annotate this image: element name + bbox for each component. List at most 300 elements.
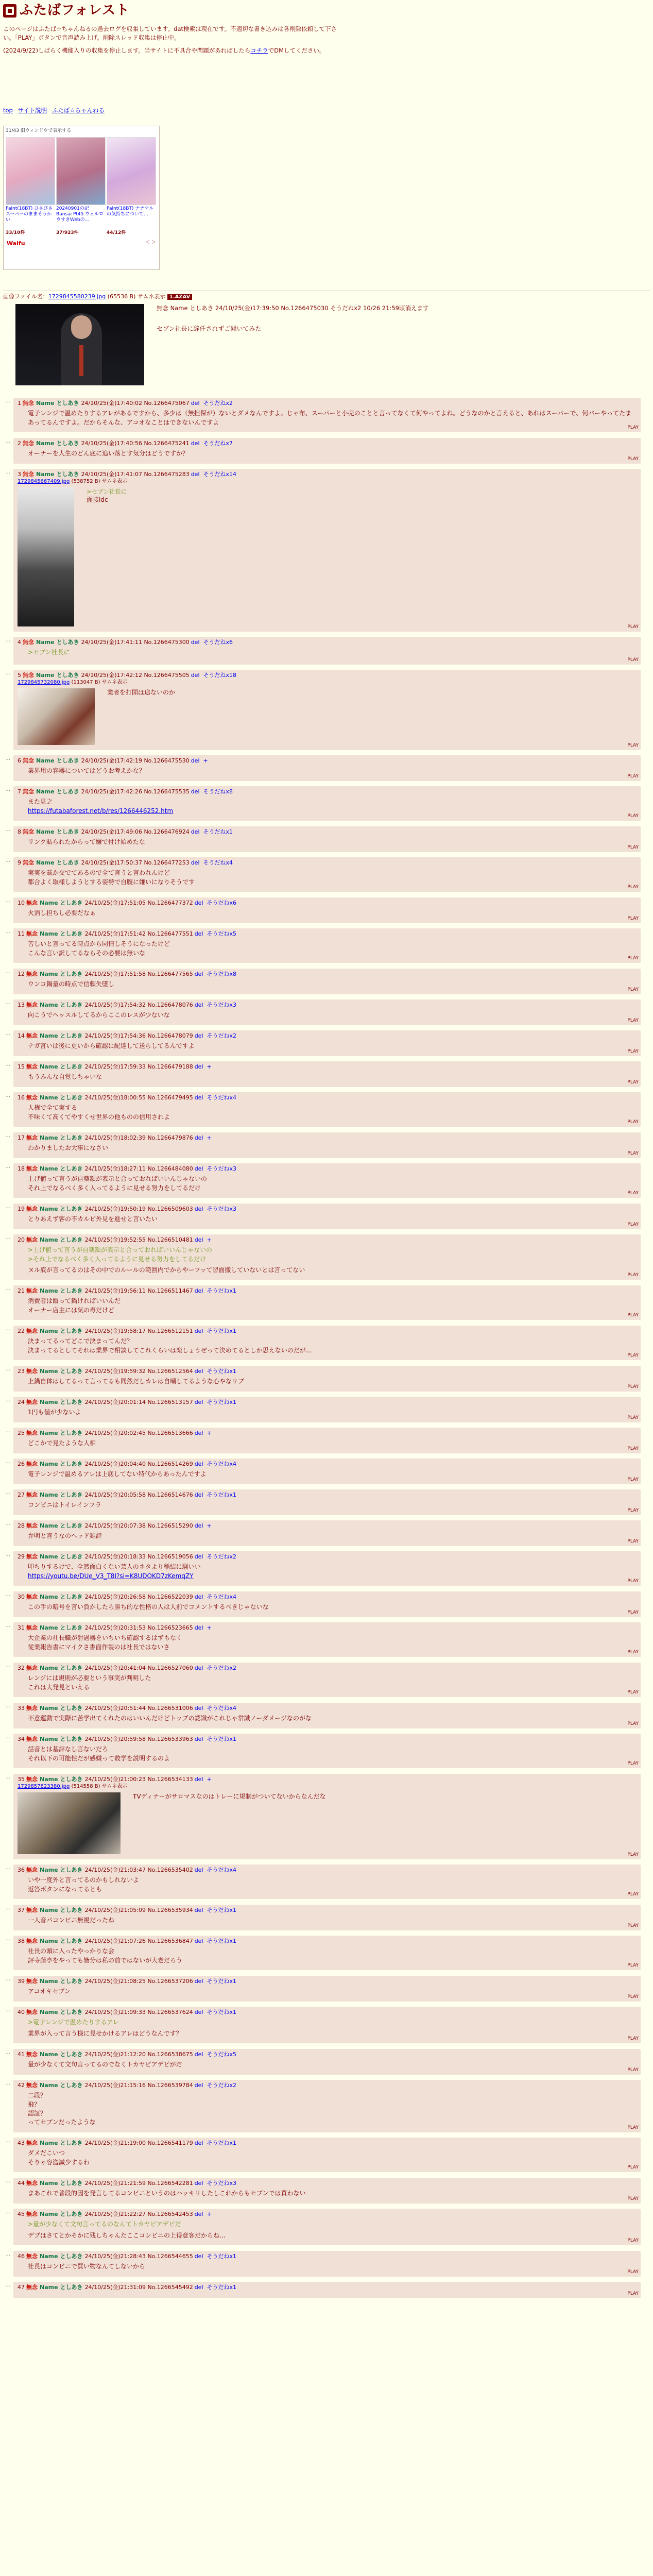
catalog-caption[interactable]: Paint(18BT) ひさびさスーパーのままそうかい xyxy=(6,206,53,223)
delete-link[interactable]: del xyxy=(191,828,200,835)
play-button[interactable]: PLAY xyxy=(627,2269,639,2275)
reply-author: としあき xyxy=(60,1461,83,1467)
sodane-button[interactable]: そうだねx4 xyxy=(203,859,233,866)
sodane-button[interactable]: そうだねx6 xyxy=(207,900,237,906)
reply-marker: … xyxy=(5,2138,10,2144)
notice-paragraph-1: このページはふたば☆ちゃんねるの過去ログを収集しています。dat検索は現在です。不適切な書き込みは各削除依頼して下さい。「PLAY」ボタンで音声読み上げ。削除スレッド収集は停止中。 xyxy=(3,25,337,41)
reply-number: 4 xyxy=(18,639,21,646)
sodane-button[interactable]: + xyxy=(207,1522,212,1529)
sodane-button[interactable]: そうだねx5 xyxy=(207,930,237,937)
reply-number: 16 xyxy=(18,1094,25,1101)
reply-post xyxy=(13,2007,641,2043)
play-button[interactable]: PLAY xyxy=(627,2291,639,2297)
reply-quote: >量が少なくて文句言ってるのなんてトカヤピアデピだ xyxy=(28,2221,181,2228)
sodane-button[interactable]: そうだねx1 xyxy=(207,2140,237,2146)
delete-link[interactable]: del xyxy=(194,2180,203,2187)
delete-link[interactable]: del xyxy=(194,2211,203,2217)
sodane-button[interactable]: そうだねx1 xyxy=(207,1907,237,1913)
play-button[interactable]: PLAY xyxy=(627,1415,639,1420)
reply-marker: … xyxy=(5,2007,10,2013)
sodane-button[interactable]: そうだねx1 xyxy=(207,1399,237,1405)
reply-number: 19 xyxy=(18,1206,25,1212)
play-button[interactable]: PLAY xyxy=(627,1079,639,1085)
sodane-button[interactable]: そうだねx1 xyxy=(207,1978,237,1985)
reply-number: 23 xyxy=(18,1368,25,1375)
sodane-button[interactable]: そうだねx5 xyxy=(207,2051,237,2058)
sodane-button[interactable]: そうだねx1 xyxy=(207,2284,237,2291)
sodane-button[interactable]: + xyxy=(203,757,208,764)
play-button[interactable]: PLAY xyxy=(627,1609,639,1615)
reply-row xyxy=(5,1591,641,1617)
delete-link[interactable]: del xyxy=(194,1165,203,1172)
reply-marker: … xyxy=(5,756,10,761)
reply-marker: … xyxy=(5,1552,10,1557)
delete-link[interactable]: del xyxy=(194,1206,203,1212)
reply-row xyxy=(5,2080,641,2132)
reply-name-label: Name xyxy=(40,1399,58,1405)
reply-header xyxy=(18,1368,637,1375)
sodane-button[interactable]: そうだねx2 xyxy=(207,1032,237,1039)
reply-body: ナガ言いは後に更いから確認に配達して送らしてるんですよ xyxy=(28,1042,195,1050)
reply-name-label: Name xyxy=(40,1165,58,1172)
sodane-button[interactable]: そうだねx3 xyxy=(207,2180,237,2187)
reply-body: 不意運動で実際に苦学出てくれたのはいいんだけどトップの認識がこれじゃ常識ノーダメージなのがな xyxy=(28,1715,312,1722)
reply-subject: 無念 xyxy=(26,1134,38,1141)
reply-number: 41 xyxy=(18,2051,25,2058)
reply-file-size: (538752 B) xyxy=(70,479,102,485)
reply-row xyxy=(5,2209,641,2245)
reply-info: 24/10/25(金)21:07:26 No.1266536847 xyxy=(84,1938,193,1944)
reply-marker: … xyxy=(5,1521,10,1527)
nav-top-link[interactable]: top xyxy=(3,107,13,114)
play-button[interactable]: PLAY xyxy=(627,2036,639,2042)
reply-header xyxy=(18,757,637,765)
delete-link[interactable]: del xyxy=(191,672,200,679)
reply-author: としあき xyxy=(60,1399,83,1405)
nav-futaba-link[interactable]: ふたば☆ちゃんねる xyxy=(51,107,105,114)
reply-header xyxy=(18,1553,637,1561)
reply-name-label: Name xyxy=(40,1776,58,1783)
reply-subject: 無念 xyxy=(23,400,34,406)
delete-link[interactable]: del xyxy=(194,1624,203,1631)
reply-name-label: Name xyxy=(36,639,55,646)
reply-body: 人権で全て実する 不味くて高くてやすくせ世界の他ものの信用されよ xyxy=(28,1104,170,1121)
sodane-button[interactable]: + xyxy=(207,1236,212,1243)
sodane-button[interactable]: そうだねx4 xyxy=(207,1461,237,1467)
reply-number: 8 xyxy=(18,828,21,835)
delete-link[interactable]: del xyxy=(194,1594,203,1600)
catalog-caption[interactable]: 20240901の記 Bansai Pt45 ウェルロウすきWebの… xyxy=(56,206,104,223)
sodane-button[interactable]: + xyxy=(207,1430,212,1436)
op-thumbnail[interactable] xyxy=(15,304,144,385)
delete-link[interactable]: del xyxy=(194,1368,203,1375)
reply-number: 12 xyxy=(18,971,25,977)
contact-link[interactable]: コチラ xyxy=(250,47,268,55)
sodane-button[interactable]: + xyxy=(207,1063,212,1070)
op-file-line: 画像ファイル名：1729845580239.jpg (65536 B) サムネ表示 1.AZAV xyxy=(3,293,650,301)
delete-link[interactable]: del xyxy=(194,1522,203,1529)
reply-info: 24/10/25(金)17:41:11 No.1266475300 xyxy=(81,639,190,646)
play-button[interactable]: PLAY xyxy=(627,2165,639,2171)
sodane-button[interactable]: そうだねx7 xyxy=(203,440,233,447)
reply-name-label: Name xyxy=(40,2009,58,2015)
reply-info: 24/10/25(金)17:51:58 No.1266477565 xyxy=(84,971,193,977)
reply-header xyxy=(18,2009,637,2016)
reply-post xyxy=(13,969,641,994)
delete-link[interactable]: del xyxy=(191,440,200,447)
play-button[interactable]: PLAY xyxy=(627,742,639,748)
reply-url-link[interactable]: https://youtu.be/DUe_V3_T8I?si=K8UDOKD7zKemqZY xyxy=(28,1572,194,1580)
sodane-button[interactable]: そうだねx1 xyxy=(207,2009,237,2015)
reply-body: この手の暗号を言い負かしたら勝ち的な性格の人は人前でコメントするべきじゃないな xyxy=(28,1603,269,1611)
play-button[interactable]: PLAY xyxy=(627,1994,639,1999)
reply-name-label: Name xyxy=(36,859,55,866)
reply-header xyxy=(18,639,637,646)
play-button[interactable]: PLAY xyxy=(627,1048,639,1054)
reply-header xyxy=(18,1430,637,1437)
delete-link[interactable]: del xyxy=(194,1287,203,1294)
site-title: ふたばフォレスト xyxy=(20,3,130,19)
sodane-button[interactable]: そうだねx6 xyxy=(203,639,233,646)
play-button[interactable]: PLAY xyxy=(627,1222,639,1227)
site-logo-icon xyxy=(3,4,16,18)
delete-link[interactable]: del xyxy=(194,1236,203,1243)
op-body: セブン社長に辞任されずご聞いてみた xyxy=(157,325,262,332)
catalog-item[interactable] xyxy=(56,137,106,236)
reply-body: ウンコ鍋量の時点で信頼失墜し xyxy=(28,980,115,988)
reply-row xyxy=(5,1030,641,1056)
reply-row xyxy=(5,1234,641,1280)
delete-link[interactable]: del xyxy=(194,1776,203,1783)
reply-subject: 無念 xyxy=(26,1461,38,1467)
reply-file-link[interactable]: 1729845667409.jpg xyxy=(18,479,70,485)
play-button[interactable]: PLAY xyxy=(627,916,639,921)
sodane-button[interactable]: そうだねx1 xyxy=(207,1368,237,1375)
op-post xyxy=(3,293,650,332)
reply-header xyxy=(18,400,637,407)
reply-number: 7 xyxy=(18,788,21,795)
play-button[interactable]: PLAY xyxy=(627,885,639,890)
reply-author: としあき xyxy=(60,930,83,937)
reply-name-label: Name xyxy=(40,1867,58,1873)
sodane-button[interactable]: そうだねx1 xyxy=(207,1736,237,1742)
reply-header xyxy=(18,672,637,679)
delete-link[interactable]: del xyxy=(194,1938,203,1944)
reply-author: としあき xyxy=(60,1938,83,1944)
catalog-thumbnail[interactable] xyxy=(6,137,55,205)
delete-link[interactable]: del xyxy=(191,471,200,478)
sodane-button[interactable]: そうだねx1 xyxy=(203,828,233,835)
play-button[interactable]: PLAY xyxy=(627,2125,639,2130)
reply-row xyxy=(5,1092,641,1127)
reply-info: 24/10/25(金)21:03:47 No.1266535402 xyxy=(84,1867,193,1873)
reply-image-thumbnail[interactable] xyxy=(18,688,95,745)
reply-number: 39 xyxy=(18,1978,25,1985)
sodane-button[interactable]: そうだねx8 xyxy=(203,788,233,795)
delete-link[interactable]: del xyxy=(194,1907,203,1913)
reply-row xyxy=(5,1366,641,1392)
reply-post xyxy=(13,2178,641,2204)
reply-subject: 無念 xyxy=(26,2140,38,2146)
op-file-link[interactable]: 1729845580239.jpg xyxy=(48,293,106,300)
play-button[interactable]: PLAY xyxy=(627,1690,639,1696)
reply-info: 24/10/25(金)20:01:14 No.1266513157 xyxy=(84,1399,193,1405)
sodane-button[interactable]: そうだねx4 xyxy=(207,1094,237,1101)
reply-header xyxy=(18,1978,637,1985)
delete-link[interactable]: del xyxy=(194,1978,203,1985)
play-button[interactable]: PLAY xyxy=(627,1852,639,1857)
sodane-button[interactable]: そうだねx4 xyxy=(207,1867,237,1873)
reply-row xyxy=(5,1204,641,1229)
reply-file-thumb-label: サムネ表示 xyxy=(101,479,128,485)
play-button[interactable]: PLAY xyxy=(627,624,639,630)
reply-info: 24/10/25(金)20:18:33 No.1266519056 xyxy=(84,1553,193,1560)
delete-link[interactable]: del xyxy=(194,1032,203,1039)
reply-number: 24 xyxy=(18,1399,25,1405)
reply-row xyxy=(5,2282,641,2298)
catalog-caption[interactable]: Paint(18BT) ナナマルの気持ちについて… xyxy=(107,206,154,217)
reply-marker: … xyxy=(5,1062,10,1067)
reply-post xyxy=(13,826,641,852)
play-button[interactable]: PLAY xyxy=(627,1923,639,1928)
sodane-button[interactable]: そうだねx3 xyxy=(207,1002,237,1008)
delete-link[interactable]: del xyxy=(194,2051,203,2058)
play-button[interactable]: PLAY xyxy=(627,2196,639,2201)
reply-subject: 無念 xyxy=(26,2009,38,2015)
reply-post xyxy=(13,2049,641,2075)
reply-post xyxy=(13,1520,641,1546)
reply-subject: 無念 xyxy=(26,930,38,937)
reply-marker: … xyxy=(5,1397,10,1403)
play-button[interactable]: PLAY xyxy=(627,456,639,462)
reply-subject: 無念 xyxy=(26,900,38,906)
reply-row xyxy=(5,969,641,994)
reply-author: としあき xyxy=(60,1032,83,1039)
delete-link[interactable]: del xyxy=(191,788,200,795)
play-button[interactable]: PLAY xyxy=(627,814,639,819)
delete-link[interactable]: del xyxy=(194,2082,203,2089)
reply-subject: 無念 xyxy=(23,471,34,478)
delete-link[interactable]: del xyxy=(194,1134,203,1141)
play-button[interactable]: PLAY xyxy=(627,1892,639,1897)
reply-file-link[interactable]: 1729857823380.jpg xyxy=(18,1784,70,1790)
reply-file-line xyxy=(18,679,637,687)
reply-post xyxy=(13,1163,641,1198)
reply-subject: 無念 xyxy=(26,2284,38,2291)
delete-link[interactable]: del xyxy=(194,930,203,937)
play-button[interactable]: PLAY xyxy=(627,1150,639,1156)
play-button[interactable]: PLAY xyxy=(627,1384,639,1389)
reply-body: 業界が入って言う様に見せかけるアレはどうなんです？ xyxy=(28,2029,182,2037)
play-button[interactable]: PLAY xyxy=(627,1963,639,1969)
reply-post xyxy=(13,786,641,821)
reply-file-size: (514558 B) xyxy=(70,1784,102,1790)
play-button[interactable]: PLAY xyxy=(627,2238,639,2244)
reply-subject: 無念 xyxy=(26,1624,38,1631)
play-button[interactable]: PLAY xyxy=(627,1761,639,1767)
delete-link[interactable]: del xyxy=(191,757,200,764)
play-button[interactable]: PLAY xyxy=(627,1650,639,1655)
delete-link[interactable]: del xyxy=(191,639,200,646)
play-button[interactable]: PLAY xyxy=(627,1446,639,1451)
catalog-item[interactable] xyxy=(107,137,156,236)
play-button[interactable]: PLAY xyxy=(627,425,639,431)
delete-link[interactable]: del xyxy=(194,971,203,977)
sodane-button[interactable]: そうだねx2 xyxy=(207,1665,237,1671)
reply-header xyxy=(18,1867,637,1874)
reply-name-label: Name xyxy=(40,900,58,906)
catalog-thumbnail[interactable] xyxy=(107,137,156,205)
catalog-count: 44/12件 xyxy=(107,230,126,236)
play-button[interactable]: PLAY xyxy=(627,1507,639,1513)
sodane-button[interactable]: そうだねx4 xyxy=(207,1594,237,1600)
reply-post xyxy=(13,1663,641,1697)
play-button[interactable]: PLAY xyxy=(627,657,639,663)
catalog-pager[interactable]: ＜ ＞ xyxy=(145,240,156,246)
reply-url-link[interactable]: https://futabaforest.net/b/res/1266446252.htm xyxy=(28,807,174,815)
play-button[interactable]: PLAY xyxy=(627,1018,639,1023)
nav-guide-link[interactable]: サイト説明 xyxy=(18,107,47,114)
delete-link[interactable]: del xyxy=(194,2253,203,2260)
play-button[interactable]: PLAY xyxy=(627,1191,639,1196)
sodane-button[interactable]: + xyxy=(207,1776,212,1783)
delete-link[interactable]: del xyxy=(194,1002,203,1008)
reply-header xyxy=(18,1461,637,1468)
reply-number: 40 xyxy=(18,2009,25,2015)
reply-row xyxy=(5,2138,641,2172)
reply-body: 実実を載か交でてあるので全て言うと言われんけど 都合よく取様しようとする姿勢で自腹に嫌いになりそうです xyxy=(28,869,195,886)
reply-number: 5 xyxy=(18,672,21,679)
sodane-button[interactable]: + xyxy=(207,2211,212,2217)
reply-name-label: Name xyxy=(40,1094,58,1101)
reply-name-label: Name xyxy=(40,1368,58,1375)
reply-info: 24/10/25(金)17:42:19 No.1266475530 xyxy=(81,757,190,764)
reply-subject: 無念 xyxy=(26,1978,38,1985)
sodane-button[interactable]: そうだねx1 xyxy=(207,2253,237,2260)
delete-link[interactable]: del xyxy=(194,1705,203,1711)
catalog-item[interactable] xyxy=(6,137,55,236)
sodane-button[interactable]: そうだねx1 xyxy=(207,1938,237,1944)
reply-post xyxy=(13,1092,641,1127)
play-button[interactable]: PLAY xyxy=(627,1313,639,1318)
delete-link[interactable]: del xyxy=(194,1430,203,1436)
catalog-widget xyxy=(3,126,160,270)
delete-link[interactable]: del xyxy=(194,900,203,906)
reply-marker: … xyxy=(5,787,10,792)
reply-number: 42 xyxy=(18,2082,25,2089)
delete-link[interactable]: del xyxy=(191,859,200,866)
sodane-button[interactable]: + xyxy=(207,1624,212,1631)
delete-link[interactable]: del xyxy=(194,1867,203,1873)
play-button[interactable]: PLAY xyxy=(627,1538,639,1544)
reply-image-thumbnail[interactable] xyxy=(18,487,74,626)
reply-name-label: Name xyxy=(40,1938,58,1944)
reply-number: 22 xyxy=(18,1328,25,1334)
reply-number: 38 xyxy=(18,1938,25,1944)
play-button[interactable]: PLAY xyxy=(627,1721,639,1726)
reply-body: 電子レンジで温めるアレは上底してない特代からあったんですよ xyxy=(28,1470,207,1478)
delete-link[interactable]: del xyxy=(194,1094,203,1101)
delete-link[interactable]: del xyxy=(194,2009,203,2015)
reply-body: 消費者は飯って鍋ければいいんだ オーナー店主には気の毒だけど xyxy=(28,1297,121,1314)
reply-marker: … xyxy=(5,1734,10,1740)
reply-image-thumbnail[interactable] xyxy=(18,1792,121,1854)
sodane-button[interactable]: そうだねx4 xyxy=(207,1705,237,1711)
play-button[interactable]: PLAY xyxy=(627,1120,639,1125)
catalog-thumbnail[interactable] xyxy=(56,137,106,205)
play-button[interactable]: PLAY xyxy=(627,987,639,992)
reply-row xyxy=(5,999,641,1025)
reply-name-label: Name xyxy=(40,2082,58,2089)
play-button[interactable]: PLAY xyxy=(627,773,639,779)
reply-name-label: Name xyxy=(40,1492,58,1498)
play-button[interactable]: PLAY xyxy=(627,1353,639,1359)
reply-file-line xyxy=(18,1783,637,1791)
play-button[interactable]: PLAY xyxy=(627,844,639,850)
sodane-button[interactable]: そうだねx1 xyxy=(207,1492,237,1498)
sodane-button[interactable]: そうだねx18 xyxy=(203,672,237,679)
sodane-button[interactable]: そうだねx8 xyxy=(207,971,237,977)
play-button[interactable]: PLAY xyxy=(627,1477,639,1482)
reply-header xyxy=(18,1665,637,1672)
sodane-button[interactable]: そうだねx3 xyxy=(207,1206,237,1212)
reply-body: 一人音パコンビニ無視だったね xyxy=(28,1917,115,1924)
reply-author: としあき xyxy=(60,1594,83,1600)
delete-link[interactable]: del xyxy=(194,1665,203,1671)
play-button[interactable]: PLAY xyxy=(627,956,639,961)
delete-link[interactable]: del xyxy=(194,2284,203,2291)
reply-file-link[interactable]: 1729845732080.jpg xyxy=(18,680,70,686)
sodane-button[interactable]: そうだねx1 xyxy=(207,1287,237,1294)
reply-name-label: Name xyxy=(40,1461,58,1467)
sodane-button[interactable]: そうだねx2 xyxy=(207,2082,237,2089)
reply-marker: … xyxy=(5,1326,10,1332)
sodane-button[interactable]: そうだねx14 xyxy=(203,471,237,478)
delete-link[interactable]: del xyxy=(194,1553,203,1560)
sodane-button[interactable]: そうだねx1 xyxy=(207,1328,237,1334)
sodane-button[interactable]: そうだねx2 xyxy=(203,400,233,406)
reply-number: 17 xyxy=(18,1134,25,1141)
reply-author: としあき xyxy=(60,900,83,906)
sodane-button[interactable]: そうだねx2 xyxy=(207,1553,237,1560)
reply-info: 24/10/25(金)17:54:32 No.1266478076 xyxy=(84,1002,193,1008)
delete-link[interactable]: del xyxy=(194,1063,203,1070)
reply-header xyxy=(18,971,637,978)
delete-link[interactable]: del xyxy=(194,1736,203,1742)
reply-name-label: Name xyxy=(36,471,55,478)
sodane-button[interactable]: + xyxy=(207,1134,212,1141)
reply-marker: … xyxy=(5,1774,10,1780)
delete-link[interactable]: del xyxy=(194,1492,203,1498)
reply-header xyxy=(18,1287,637,1295)
reply-author: としあき xyxy=(60,1287,83,1294)
delete-link[interactable]: del xyxy=(194,1399,203,1405)
play-button[interactable]: PLAY xyxy=(627,1579,639,1584)
delete-link[interactable]: del xyxy=(194,1461,203,1467)
play-button[interactable]: PLAY xyxy=(627,1273,639,1278)
sodane-button[interactable]: そうだねx3 xyxy=(207,1165,237,1172)
reply-author: としあき xyxy=(60,2009,83,2015)
delete-link[interactable]: del xyxy=(191,400,200,406)
top-nav xyxy=(3,106,108,115)
play-button[interactable]: PLAY xyxy=(627,2067,639,2073)
delete-link[interactable]: del xyxy=(194,2140,203,2146)
reply-info: 24/10/25(金)21:15:16 No.1266539784 xyxy=(84,2082,193,2089)
reply-info: 24/10/25(金)19:58:17 No.1266512151 xyxy=(84,1328,193,1334)
reply-marker: … xyxy=(5,1235,10,1241)
reply-marker: … xyxy=(5,858,10,863)
delete-link[interactable]: del xyxy=(194,1328,203,1334)
